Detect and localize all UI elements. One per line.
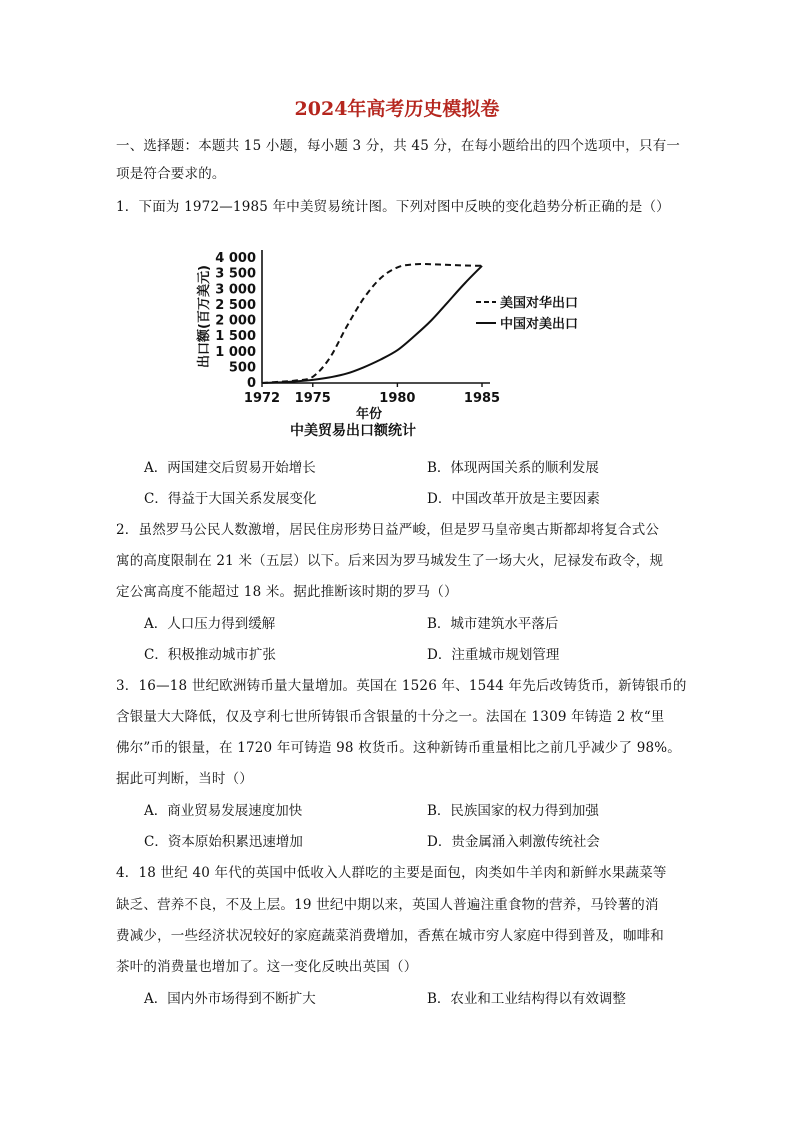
q2-stem-line-1: 2．虽然罗马公民人数激增，居民住房形势日益严峻，但是罗马皇帝奥古斯都却将复合式公 <box>116 522 660 538</box>
q1-option-d: D．中国改革开放是主要因素 <box>427 491 600 507</box>
q2-option-d: D．注重城市规划管理 <box>427 647 560 663</box>
y-tick-label: 3 000 <box>215 282 256 298</box>
q2-option-c: C．积极推动城市扩张 <box>144 647 276 663</box>
q3-stem-line-1: 3．16—18 世纪欧洲铸币量大量增加。英国在 1526 年、1544 年先后改铸货币，新铸银币的 <box>116 678 687 694</box>
q3-option-a: A．商业贸易发展速度加快 <box>144 803 303 819</box>
q3-option-d: D．贵金属涌入刺激传统社会 <box>427 834 600 850</box>
q3-option-c: C．资本原始积累迅速增加 <box>144 834 303 850</box>
trade-chart <box>180 238 579 443</box>
instructions-line-1: 一、选择题：本题共 15 小题，每小题 3 分，共 45 分，在每小题给出的四个选项中，只有一 <box>116 138 681 154</box>
q3-option-b: B．民族国家的权力得到加强 <box>427 803 599 819</box>
y-tick-label: 2 500 <box>215 297 256 313</box>
q4-stem-line-1: 4．18 世纪 40 年代的英国中低收入人群吃的主要是面包，肉类如牛羊肉和新鲜水果蔬菜等 <box>116 865 667 881</box>
y-tick-label: 0 <box>246 376 256 391</box>
q1-option-c: C．得益于大国关系发展变化 <box>144 491 317 507</box>
q3-stem-line-3: 佛尔”币的银量，在 1720 年可铸造 98 枚货币。这种新铸币重量相比之前几乎减少了 98%。 <box>116 740 681 756</box>
y-tick-label: 3 500 <box>215 266 256 282</box>
q1-stem: 1．下面为 1972—1985 年中美贸易统计图。下列对图中反映的变化趋势分析正确的是（） <box>116 199 670 215</box>
trade-chart-svg <box>180 238 579 443</box>
x-axis-label: 年份 <box>356 407 383 422</box>
y-tick-label: 500 <box>228 360 256 376</box>
y-tick-label: 2 000 <box>215 313 256 329</box>
chart-title: 中美贸易出口额统计 <box>290 423 416 439</box>
y-tick-label: 1 500 <box>215 329 256 345</box>
q4-stem-line-3: 费减少，一些经济状况较好的家庭蔬菜消费增加，香蕉在城市穷人家庭中得到普及，咖啡和 <box>116 928 664 944</box>
q4-stem-line-2: 缺乏、营养不良，不及上层。19 世纪中期以来，英国人普遍注重食物的营养，马铃薯的消 <box>116 897 659 913</box>
legend-label-us-to-china: 美国对华出口 <box>500 296 579 311</box>
q2-option-b: B．城市建筑水平落后 <box>427 616 559 632</box>
q3-stem-line-2: 含银量大大降低，仅及亨利七世所铸银币含银量的十分之一。法国在 1309 年铸造 2 枚“里 <box>116 709 665 725</box>
x-tick-label: 1985 <box>463 391 501 406</box>
x-tick-label: 1972 <box>243 391 281 406</box>
instructions-line-2: 项是符合要求的。 <box>116 166 226 182</box>
series-line-china-to-us <box>262 266 482 383</box>
y-tick-label: 1 000 <box>215 344 256 360</box>
q1-option-b: B．体现两国关系的顺利发展 <box>427 460 599 476</box>
y-tick-label: 4 000 <box>215 251 256 266</box>
x-tick-label: 1975 <box>294 391 331 406</box>
q2-option-a: A．人口压力得到缓解 <box>144 616 276 632</box>
page-title: 2024年高考历史模拟卷 <box>294 98 500 120</box>
legend-label-china-to-us: 中国对美出口 <box>500 317 579 332</box>
q4-option-b: B．农业和工业结构得以有效调整 <box>427 991 626 1007</box>
x-tick-label: 1980 <box>379 391 416 406</box>
q2-stem-line-3: 定公寓高度不能超过 18 米。据此推断该时期的罗马（） <box>116 584 458 600</box>
q3-stem-line-4: 据此可判断，当时（） <box>116 771 253 787</box>
series-line-us-to-china <box>262 264 482 383</box>
q1-option-a: A．两国建交后贸易开始增长 <box>144 460 316 476</box>
q2-stem-line-2: 寓的高度限制在 21 米（五层）以下。后来因为罗马城发生了一场大火，尼禄发布政令，规 <box>116 553 664 569</box>
y-axis-label: 出口额(百万美元) <box>197 265 212 368</box>
q4-option-a: A．国内外市场得到不断扩大 <box>144 991 316 1007</box>
q4-stem-line-4: 茶叶的消费量也增加了。这一变化反映出英国（） <box>116 959 418 975</box>
